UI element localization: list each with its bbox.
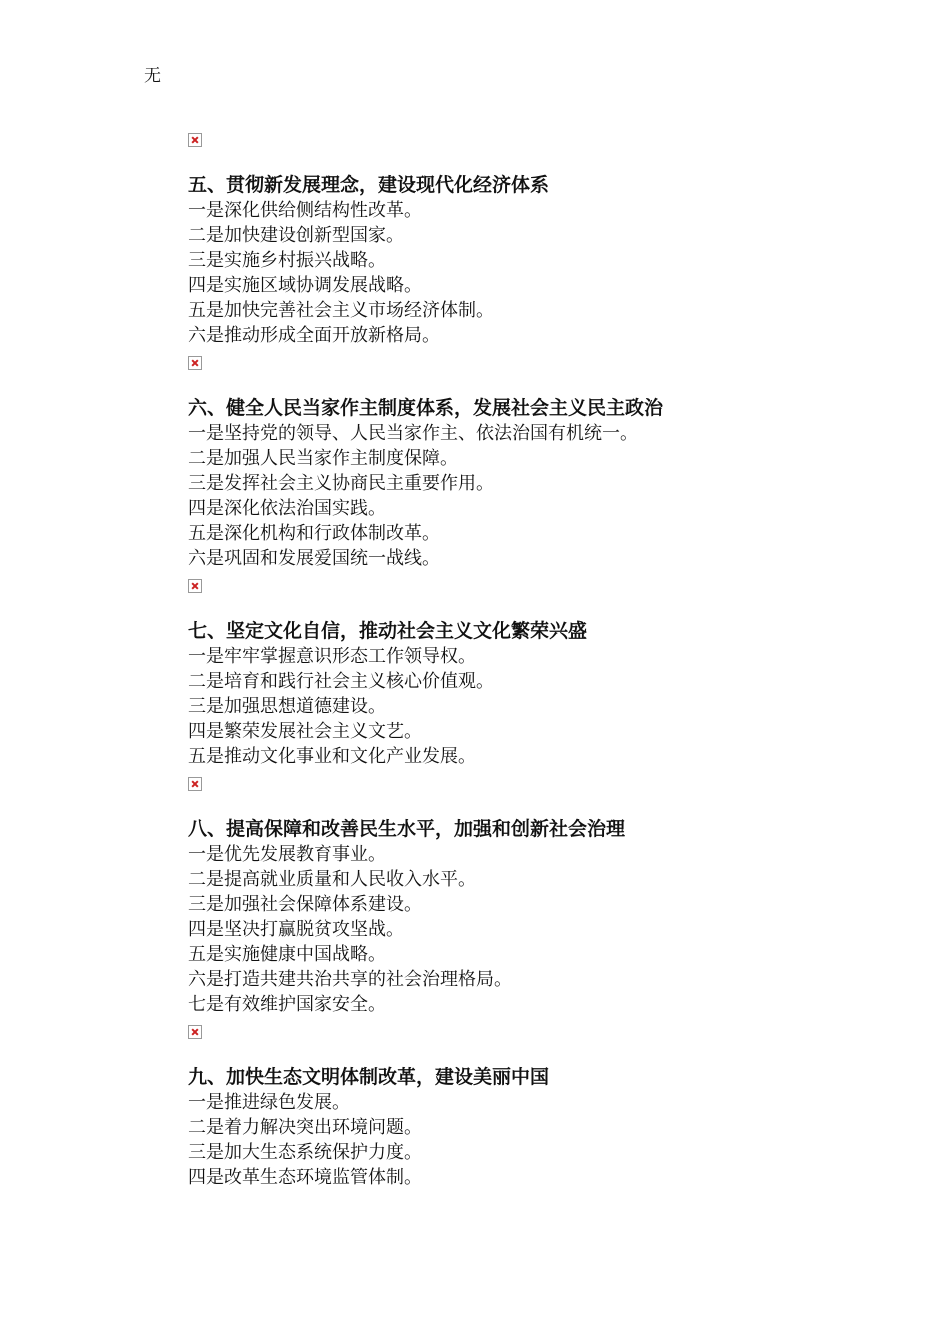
- section-title: 九、加快生态文明体制改革，建设美丽中国: [188, 1066, 550, 1088]
- list-item: 一是坚持党的领导、人民当家作主、依法治国有机统一。: [188, 423, 638, 444]
- section-title: 五、贯彻新发展理念，建设现代化经济体系: [188, 174, 550, 196]
- list-item: 二是加快建设创新型国家。: [188, 225, 404, 246]
- list-item: 六是打造共建共治共享的社会治理格局。: [188, 969, 512, 990]
- broken-image-icon: [188, 579, 202, 593]
- section-5: [188, 173, 908, 348]
- list-item: 二是着力解决突出环境问题。: [188, 1117, 422, 1138]
- broken-image-icon: [188, 356, 202, 370]
- list-item: 三是加大生态系统保护力度。: [188, 1142, 422, 1163]
- section-title: 七、坚定文化自信，推动社会主义文化繁荣兴盛: [188, 620, 588, 642]
- list-item: 四是改革生态环境监管体制。: [188, 1167, 422, 1188]
- section-title: 八、提高保障和改善民生水平，加强和创新社会治理: [188, 818, 626, 840]
- list-item: 二是加强人民当家作主制度保障。: [188, 448, 458, 469]
- section-7: [188, 619, 908, 769]
- list-item: 六是推动形成全面开放新格局。: [188, 325, 440, 346]
- list-item: 一是深化供给侧结构性改革。: [188, 200, 422, 221]
- list-item: 四是实施区域协调发展战略。: [188, 275, 422, 296]
- broken-image-icon: [188, 1025, 202, 1039]
- list-item: 三是加强思想道德建设。: [188, 696, 386, 717]
- list-item: 四是深化依法治国实践。: [188, 498, 386, 519]
- list-item: 四是坚决打赢脱贫攻坚战。: [188, 919, 404, 940]
- list-item: 六是巩固和发展爱国统一战线。: [188, 548, 440, 569]
- broken-image-icon: [188, 777, 202, 791]
- list-item: 一是牢牢掌握意识形态工作领导权。: [188, 646, 476, 667]
- document-content: [188, 130, 908, 1198]
- list-item: 三是加强社会保障体系建设。: [188, 894, 422, 915]
- section-9: [188, 1065, 908, 1190]
- broken-image-icon: [188, 133, 202, 147]
- list-item: 一是推进绿色发展。: [188, 1092, 350, 1113]
- section-6: [188, 396, 908, 571]
- list-item: 五是推动文化事业和文化产业发展。: [188, 746, 476, 767]
- list-item: 五是深化机构和行政体制改革。: [188, 523, 440, 544]
- list-item: 二是提高就业质量和人民收入水平。: [188, 869, 476, 890]
- list-item: 一是优先发展教育事业。: [188, 844, 386, 865]
- list-item: 三是发挥社会主义协商民主重要作用。: [188, 473, 494, 494]
- section-8: [188, 817, 908, 1017]
- section-title: 六、健全人民当家作主制度体系，发展社会主义民主政治: [188, 397, 664, 419]
- list-item: 三是实施乡村振兴战略。: [188, 250, 386, 271]
- list-item: 五是实施健康中国战略。: [188, 944, 386, 965]
- list-item: 七是有效维护国家安全。: [188, 994, 386, 1015]
- list-item: 四是繁荣发展社会主义文艺。: [188, 721, 422, 742]
- page-header-mark: 无: [144, 66, 161, 86]
- list-item: 二是培育和践行社会主义核心价值观。: [188, 671, 494, 692]
- list-item: 五是加快完善社会主义市场经济体制。: [188, 300, 494, 321]
